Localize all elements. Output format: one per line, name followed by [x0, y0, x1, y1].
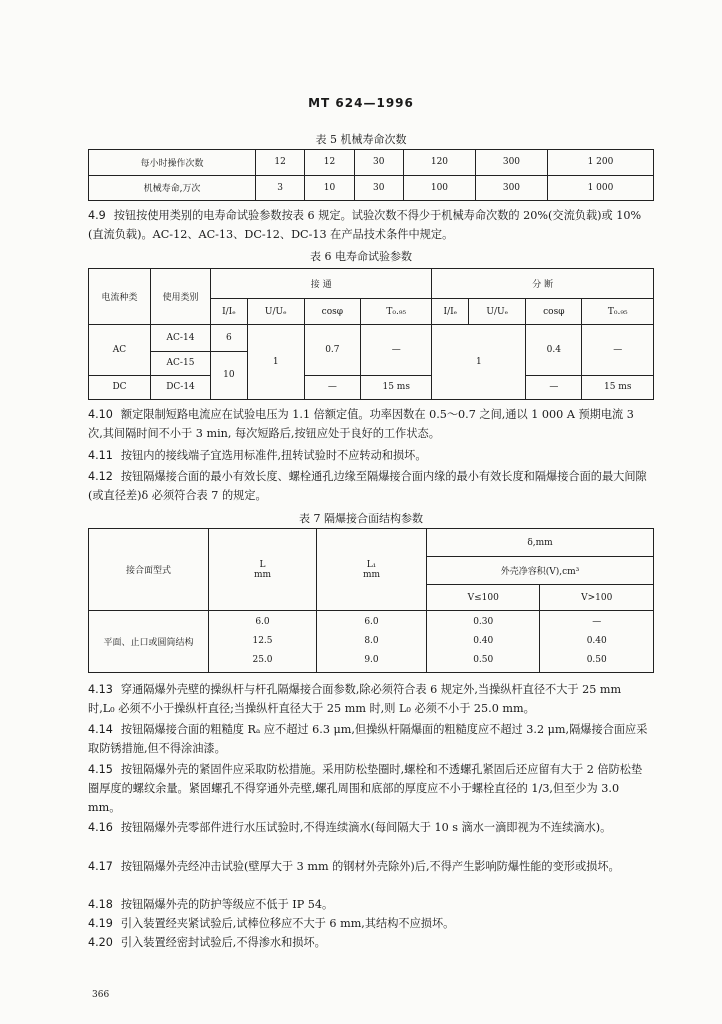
table-row [89, 611, 654, 673]
cell-i-break: 1 [432, 325, 526, 400]
cell-v1-values [427, 611, 540, 673]
clause-number: 4.10 [88, 408, 113, 421]
cell-L1-values [317, 611, 427, 673]
table-cell: 120 [403, 150, 475, 176]
clause-text: 额定限制短路电流应在试验电压为 1.1 倍额定值。功率因数在 0.5～0.7 之间,通以 1 000 A 预期电流 3 次,其间隔时间不小于 3 min, 每次短路后,按钮应处于良好的工作状态。 [88, 408, 634, 440]
table-cell: 1 200 [547, 150, 653, 176]
header-delta: δ,mm [427, 529, 654, 557]
subheader-cell: U/Uₑ [469, 299, 526, 325]
table-row [89, 269, 654, 299]
cell-cos-break: 0.4 [526, 325, 582, 375]
subheader-cell: T₀.₉₅ [360, 299, 432, 325]
paragraph-4-13 [88, 680, 648, 718]
clause-text: 按钮隔爆接合面的最小有效长度、螺栓通孔边缘至隔爆接合面内缘的最小有效长度和隔爆接合面的最大间隙(或直径差)δ 必须符合表 7 的规定。 [88, 470, 647, 502]
clause-number: 4.16 [88, 821, 113, 834]
table-cell: 100 [403, 175, 475, 201]
cell-v2-values [540, 611, 654, 673]
table-row [89, 175, 654, 201]
table-cell: 300 [475, 175, 547, 201]
clause-text: 按钮隔爆外壳的防护等级应不低于 IP 54。 [120, 898, 334, 911]
table-cell: 每小时操作次数 [89, 150, 256, 176]
clause-text: 按钮隔爆外壳经冲击试验(壁厚大于 3 mm 的钢材外壳除外)后,不得产生影响防爆性能的变形或损坏。 [120, 860, 620, 873]
header-make: 接 通 [211, 269, 432, 299]
cell-u-make: 1 [247, 325, 304, 400]
clause-text: 穿通隔爆外壳壁的操纵杆与杆孔隔爆接合面参数,除必须符合表 6 规定外,当操纵杆直径不大于 25 mm 时,L₀ 必须不小于操纵杆直径;当操纵杆直径大于 25 mm 时,则 L₀ 必须不小于 25.0 mm。 [88, 683, 622, 715]
subheader-cell: U/Uₑ [247, 299, 304, 325]
table-row [89, 529, 654, 557]
clause-number: 4.18 [88, 898, 113, 911]
value-L-2: 25.0 [252, 655, 273, 665]
paragraph-4-18 [88, 895, 648, 914]
cell-joint-type: 平面、止口或圆筒结构 [89, 611, 209, 673]
value-v2-2: 0.50 [586, 655, 607, 665]
cell-t-dash: — [360, 325, 432, 375]
cell-t-dc-2: 15 ms [582, 375, 654, 399]
paragraph-4-19 [88, 914, 648, 933]
paragraph-4-20 [88, 933, 648, 952]
paragraph-4-14 [88, 720, 648, 758]
table-row [89, 325, 654, 351]
header-L1 [317, 529, 427, 611]
subheader-cell: cosφ [304, 299, 360, 325]
cell-L-values [209, 611, 317, 673]
cell-dc14: DC-14 [151, 375, 211, 399]
value-v2-1: 0.40 [586, 636, 607, 646]
cell-cos-dash-2: — [526, 375, 582, 399]
header-category: 使用类别 [151, 269, 211, 325]
table-row [89, 150, 654, 176]
subheader-cell: T₀.₉₅ [582, 299, 654, 325]
cell-ac: AC [89, 325, 151, 375]
table5-caption: 表 5 机械寿命次数 [315, 133, 407, 146]
value-L1-2: 9.0 [364, 655, 379, 665]
subheader-cell: cosφ [526, 299, 582, 325]
header-v2: V>100 [540, 585, 654, 611]
paragraph-4-9 [88, 206, 648, 244]
cell-t-dash-2: — [582, 325, 654, 375]
page-number: 366 [92, 990, 110, 1000]
paragraph-4-11 [88, 446, 648, 465]
page-header: MT 624—1996 [308, 96, 414, 110]
header-joint-type: 接合面型式 [89, 529, 209, 611]
table-cell: 机械寿命,万次 [89, 175, 256, 201]
clause-text: 按钮隔爆外壳零部件进行水压试验时,不得连续滴水(每间隔大于 10 s 滴水一滴即视为不连续滴水)。 [120, 821, 612, 834]
table-row [89, 375, 654, 399]
value-L1-0: 6.0 [364, 617, 379, 627]
cell-ac14: AC-14 [151, 325, 211, 351]
cell-t-dc: 15 ms [360, 375, 432, 399]
cell-dc: DC [89, 375, 151, 399]
table5 [88, 149, 654, 201]
clause-number: 4.20 [88, 936, 113, 949]
paragraph-4-17 [88, 857, 648, 876]
header-v1: V≤100 [427, 585, 540, 611]
clause-number: 4.12 [88, 470, 113, 483]
paragraph-4-12 [88, 467, 648, 505]
table-cell: 3 [256, 175, 305, 201]
clause-text: 引入装置经密封试验后,不得渗水和损坏。 [120, 936, 326, 949]
clause-number: 4.11 [88, 449, 113, 462]
value-L1-1: 8.0 [364, 636, 379, 646]
paragraph-4-16 [88, 818, 648, 837]
clause-text: 按钮内的接线端子宜选用标准件,扭转试验时不应转动和损坏。 [120, 449, 427, 462]
table7 [88, 528, 654, 673]
clause-number: 4.19 [88, 917, 113, 930]
table-cell: 1 000 [547, 175, 653, 201]
header-current-type: 电流种类 [89, 269, 151, 325]
clause-text: 按钮隔爆外壳的紧固件应采取防松措施。采用防松垫圈时,螺栓和不透螺孔紧固后还应留有大于 2 倍防松垫圈厚度的螺纹余量。紧固螺孔不得穿通外壳壁,螺孔周围和底部的厚度应不小于螺栓直径的 1/3,但至少为 3.0 mm。 [88, 763, 643, 814]
header-break: 分 断 [432, 269, 654, 299]
subheader-cell: I/Iₑ [211, 299, 248, 325]
value-v1-0: 0.30 [473, 617, 494, 627]
table6-caption: 表 6 电寿命试验参数 [310, 250, 412, 263]
clause-number: 4.15 [88, 763, 113, 776]
header-L [209, 529, 317, 611]
table-cell: 10 [305, 175, 354, 201]
cell-cos-dash: — [304, 375, 360, 399]
cell-ac15: AC-15 [151, 351, 211, 375]
table-cell: 12 [305, 150, 354, 176]
clause-number: 4.9 [88, 209, 106, 222]
clause-text: 按钮按使用类别的电寿命试验参数按表 6 规定。试验次数不得少于机械寿命次数的 20%(交流负载)或 10%(直流负载)。AC-12、AC-13、DC-12、DC-13 在产品技术条件中规定。 [88, 209, 642, 241]
clause-number: 4.13 [88, 683, 113, 696]
header-L-unit: mm [253, 569, 272, 580]
paragraph-4-10 [88, 405, 648, 443]
value-v1-1: 0.40 [473, 636, 494, 646]
cell-i-ac14: 6 [211, 325, 248, 351]
table7-caption: 表 7 隔爆接合面结构参数 [299, 512, 423, 525]
table-cell: 300 [475, 150, 547, 176]
header-volume: 外壳净容积(V),cm³ [427, 557, 654, 585]
table-cell: 12 [256, 150, 305, 176]
subheader-cell: I/Iₑ [432, 299, 469, 325]
value-v2-0: — [592, 617, 602, 627]
table6 [88, 268, 654, 400]
clause-text: 引入装置经夹紧试验后,试棒位移应不大于 6 mm,其结构不应损坏。 [120, 917, 455, 930]
cell-i-rest: 10 [211, 351, 248, 399]
clause-number: 4.17 [88, 860, 113, 873]
clause-number: 4.14 [88, 723, 113, 736]
header-L-symbol: L [259, 559, 266, 570]
paragraph-4-15 [88, 760, 648, 817]
value-L-0: 6.0 [255, 617, 270, 627]
table-cell: 30 [354, 150, 403, 176]
table-cell: 30 [354, 175, 403, 201]
clause-text: 按钮隔爆接合面的粗糙度 Rₐ 应不超过 6.3 μm,但操纵杆隔爆面的粗糙度应不超过 3.2 μm,隔爆接合面应采取防锈措施,但不得涂油漆。 [88, 723, 648, 755]
header-L1-unit: mm [362, 569, 381, 580]
header-L1-symbol: L₁ [366, 559, 377, 570]
value-v1-2: 0.50 [473, 655, 494, 665]
value-L-1: 12.5 [252, 636, 273, 646]
cell-cos-make: 0.7 [304, 325, 360, 375]
